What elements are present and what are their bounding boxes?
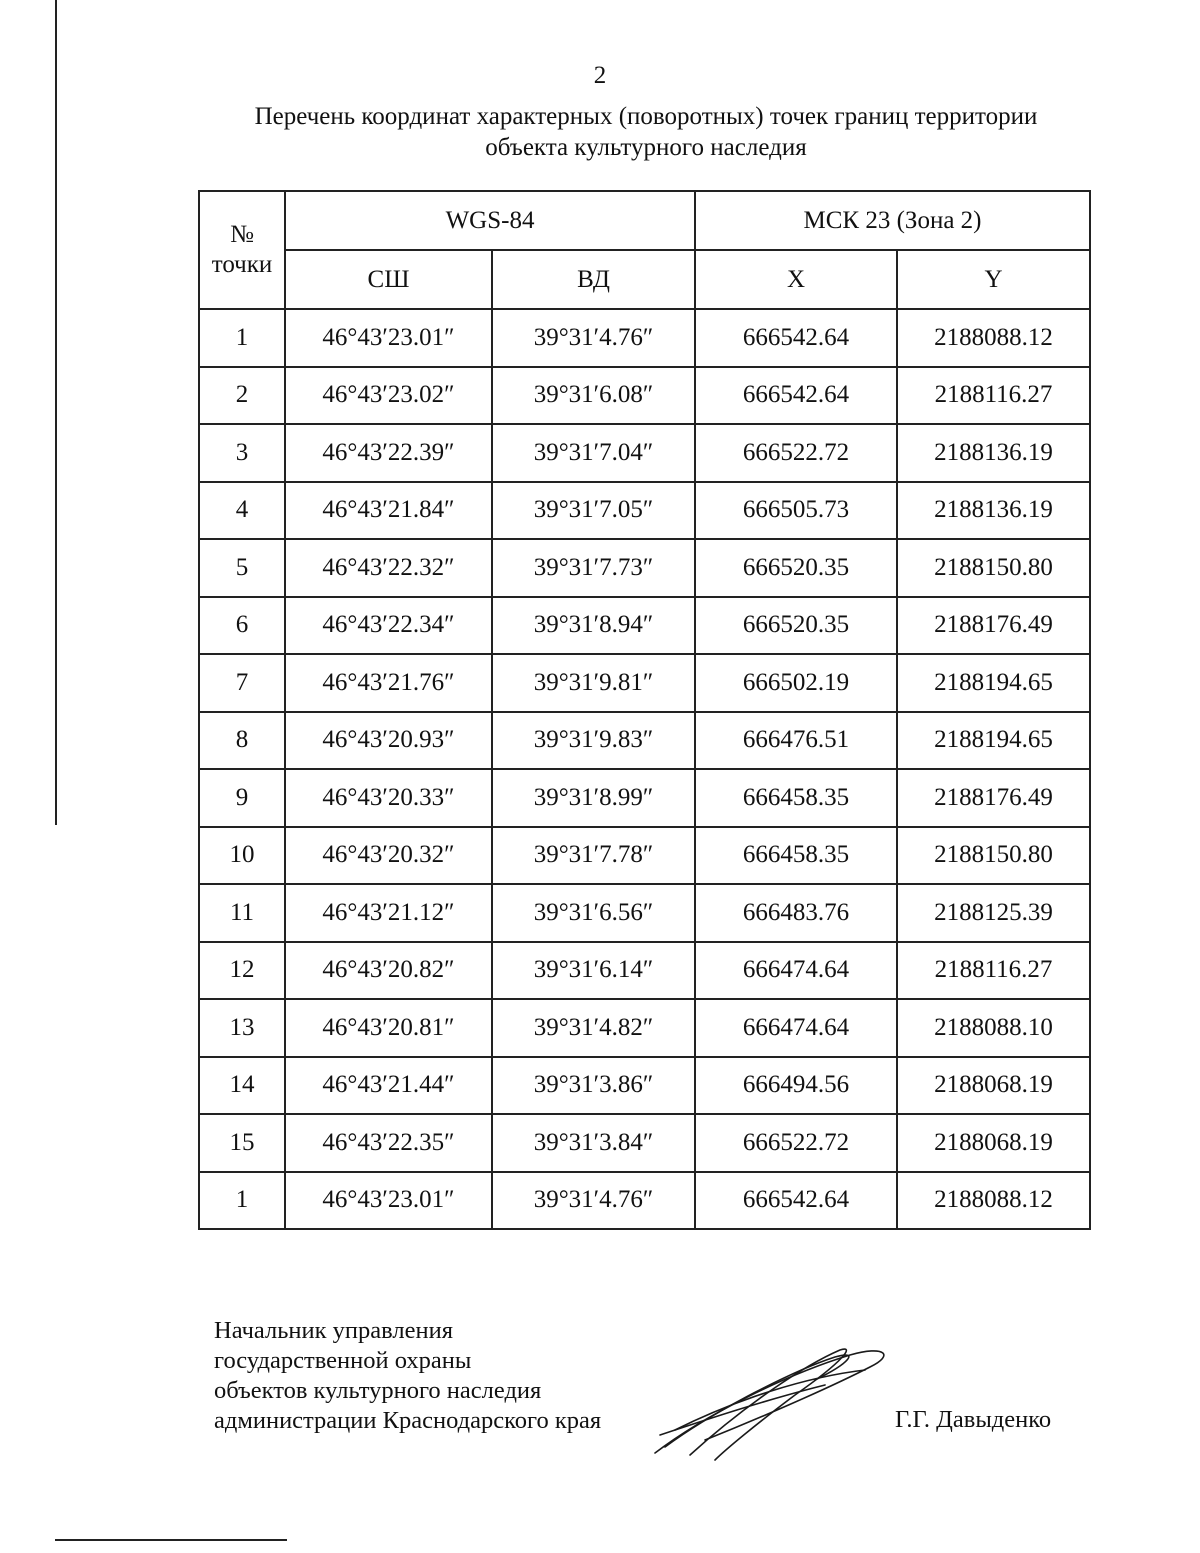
table-row [199, 712, 1090, 770]
cell-longitude: 39°31′9.81″ [492, 654, 695, 712]
cell-longitude: 39°31′7.78″ [492, 827, 695, 885]
cell-x: 666476.51 [695, 712, 897, 770]
cell-latitude: 46°43′21.76″ [285, 654, 492, 712]
cell-latitude: 46°43′20.33″ [285, 769, 492, 827]
cell-x: 666502.19 [695, 654, 897, 712]
cell-x: 666522.72 [695, 1114, 897, 1172]
cell-point-number: 6 [199, 597, 285, 655]
cell-x: 666474.64 [695, 942, 897, 1000]
cell-latitude: 46°43′22.35″ [285, 1114, 492, 1172]
cell-point-number: 12 [199, 942, 285, 1000]
title-line-1: Перечень координат характерных (поворотных) точек границ территории [254, 103, 1038, 130]
table-row [199, 1114, 1090, 1172]
cell-latitude: 46°43′21.12″ [285, 884, 492, 942]
cell-latitude: 46°43′21.84″ [285, 482, 492, 540]
cell-y: 2188088.12 [897, 309, 1090, 367]
handwritten-signature [645, 1335, 890, 1465]
cell-latitude: 46°43′22.34″ [285, 597, 492, 655]
table-row [199, 827, 1090, 885]
cell-point-number: 1 [199, 309, 285, 367]
signer-position [214, 1316, 601, 1436]
cell-x: 666542.64 [695, 309, 897, 367]
table-row [199, 769, 1090, 827]
table-row [199, 309, 1090, 367]
table-row [199, 597, 1090, 655]
table-row [199, 999, 1090, 1057]
cell-longitude: 39°31′8.94″ [492, 597, 695, 655]
table-row [199, 367, 1090, 425]
margin-line [55, 0, 57, 825]
table-row [199, 1172, 1090, 1230]
cell-y: 2188088.12 [897, 1172, 1090, 1230]
signer-line-2: государственной охраны [214, 1347, 472, 1374]
cell-latitude: 46°43′23.01″ [285, 1172, 492, 1230]
cell-y: 2188068.19 [897, 1114, 1090, 1172]
table-row [199, 1057, 1090, 1115]
signer-line-4: администрации Краснодарского края [214, 1407, 602, 1434]
signer-name: Г.Г. Давыденко [895, 1406, 1052, 1433]
cell-longitude: 39°31′6.14″ [492, 942, 695, 1000]
header-num-symbol: № [230, 221, 254, 248]
cell-longitude: 39°31′4.82″ [492, 999, 695, 1057]
cell-longitude: 39°31′7.04″ [492, 424, 695, 482]
table-row [199, 539, 1090, 597]
cell-y: 2188150.80 [897, 827, 1090, 885]
cell-latitude: 46°43′23.02″ [285, 367, 492, 425]
cell-latitude: 46°43′21.44″ [285, 1057, 492, 1115]
footer-rule [55, 1539, 287, 1541]
cell-latitude: 46°43′22.32″ [285, 539, 492, 597]
cell-point-number: 7 [199, 654, 285, 712]
coordinates-table-body [199, 309, 1090, 1229]
table-row [199, 424, 1090, 482]
table-row [199, 884, 1090, 942]
cell-longitude: 39°31′6.56″ [492, 884, 695, 942]
cell-longitude: 39°31′4.76″ [492, 309, 695, 367]
cell-y: 2188136.19 [897, 482, 1090, 540]
cell-longitude: 39°31′7.73″ [492, 539, 695, 597]
cell-x: 666458.35 [695, 769, 897, 827]
document-title [246, 101, 1046, 163]
page-number: 2 [593, 62, 607, 89]
cell-y: 2188194.65 [897, 712, 1090, 770]
cell-y: 2188068.19 [897, 1057, 1090, 1115]
cell-longitude: 39°31′9.83″ [492, 712, 695, 770]
cell-latitude: 46°43′20.93″ [285, 712, 492, 770]
header-wgs84: WGS-84 [285, 191, 695, 250]
cell-point-number: 8 [199, 712, 285, 770]
cell-x: 666483.76 [695, 884, 897, 942]
cell-y: 2188116.27 [897, 942, 1090, 1000]
header-longitude: ВД [492, 250, 695, 309]
cell-point-number: 5 [199, 539, 285, 597]
cell-x: 666522.72 [695, 424, 897, 482]
cell-point-number: 14 [199, 1057, 285, 1115]
cell-y: 2188136.19 [897, 424, 1090, 482]
cell-x: 666542.64 [695, 367, 897, 425]
cell-x: 666520.35 [695, 597, 897, 655]
cell-y: 2188125.39 [897, 884, 1090, 942]
signer-line-1: Начальник управления [214, 1317, 453, 1344]
cell-x: 666505.73 [695, 482, 897, 540]
cell-longitude: 39°31′6.08″ [492, 367, 695, 425]
cell-x: 666474.64 [695, 999, 897, 1057]
cell-point-number: 2 [199, 367, 285, 425]
cell-longitude: 39°31′4.76″ [492, 1172, 695, 1230]
cell-x: 666494.56 [695, 1057, 897, 1115]
cell-longitude: 39°31′3.86″ [492, 1057, 695, 1115]
cell-x: 666458.35 [695, 827, 897, 885]
cell-latitude: 46°43′20.81″ [285, 999, 492, 1057]
cell-x: 666520.35 [695, 539, 897, 597]
cell-point-number: 15 [199, 1114, 285, 1172]
cell-point-number: 9 [199, 769, 285, 827]
cell-y: 2188176.49 [897, 769, 1090, 827]
cell-y: 2188088.10 [897, 999, 1090, 1057]
cell-longitude: 39°31′7.05″ [492, 482, 695, 540]
header-num-word: точки [211, 251, 273, 278]
signer-line-3: объектов культурного наследия [214, 1377, 542, 1404]
cell-y: 2188116.27 [897, 367, 1090, 425]
cell-point-number: 13 [199, 999, 285, 1057]
header-y: Y [897, 250, 1090, 309]
cell-y: 2188194.65 [897, 654, 1090, 712]
table-row [199, 942, 1090, 1000]
header-point-number [199, 191, 285, 309]
title-line-2: объекта культурного наследия [485, 134, 807, 161]
cell-latitude: 46°43′20.82″ [285, 942, 492, 1000]
header-x: X [695, 250, 897, 309]
table-row [199, 482, 1090, 540]
cell-longitude: 39°31′3.84″ [492, 1114, 695, 1172]
cell-point-number: 10 [199, 827, 285, 885]
cell-point-number: 11 [199, 884, 285, 942]
cell-point-number: 4 [199, 482, 285, 540]
cell-latitude: 46°43′23.01″ [285, 309, 492, 367]
coordinates-table [198, 190, 1091, 1230]
cell-y: 2188150.80 [897, 539, 1090, 597]
cell-point-number: 1 [199, 1172, 285, 1230]
header-latitude: СШ [285, 250, 492, 309]
cell-x: 666542.64 [695, 1172, 897, 1230]
header-msk23: МСК 23 (Зона 2) [695, 191, 1090, 250]
cell-longitude: 39°31′8.99″ [492, 769, 695, 827]
cell-latitude: 46°43′22.39″ [285, 424, 492, 482]
cell-point-number: 3 [199, 424, 285, 482]
table-row [199, 654, 1090, 712]
cell-latitude: 46°43′20.32″ [285, 827, 492, 885]
cell-y: 2188176.49 [897, 597, 1090, 655]
